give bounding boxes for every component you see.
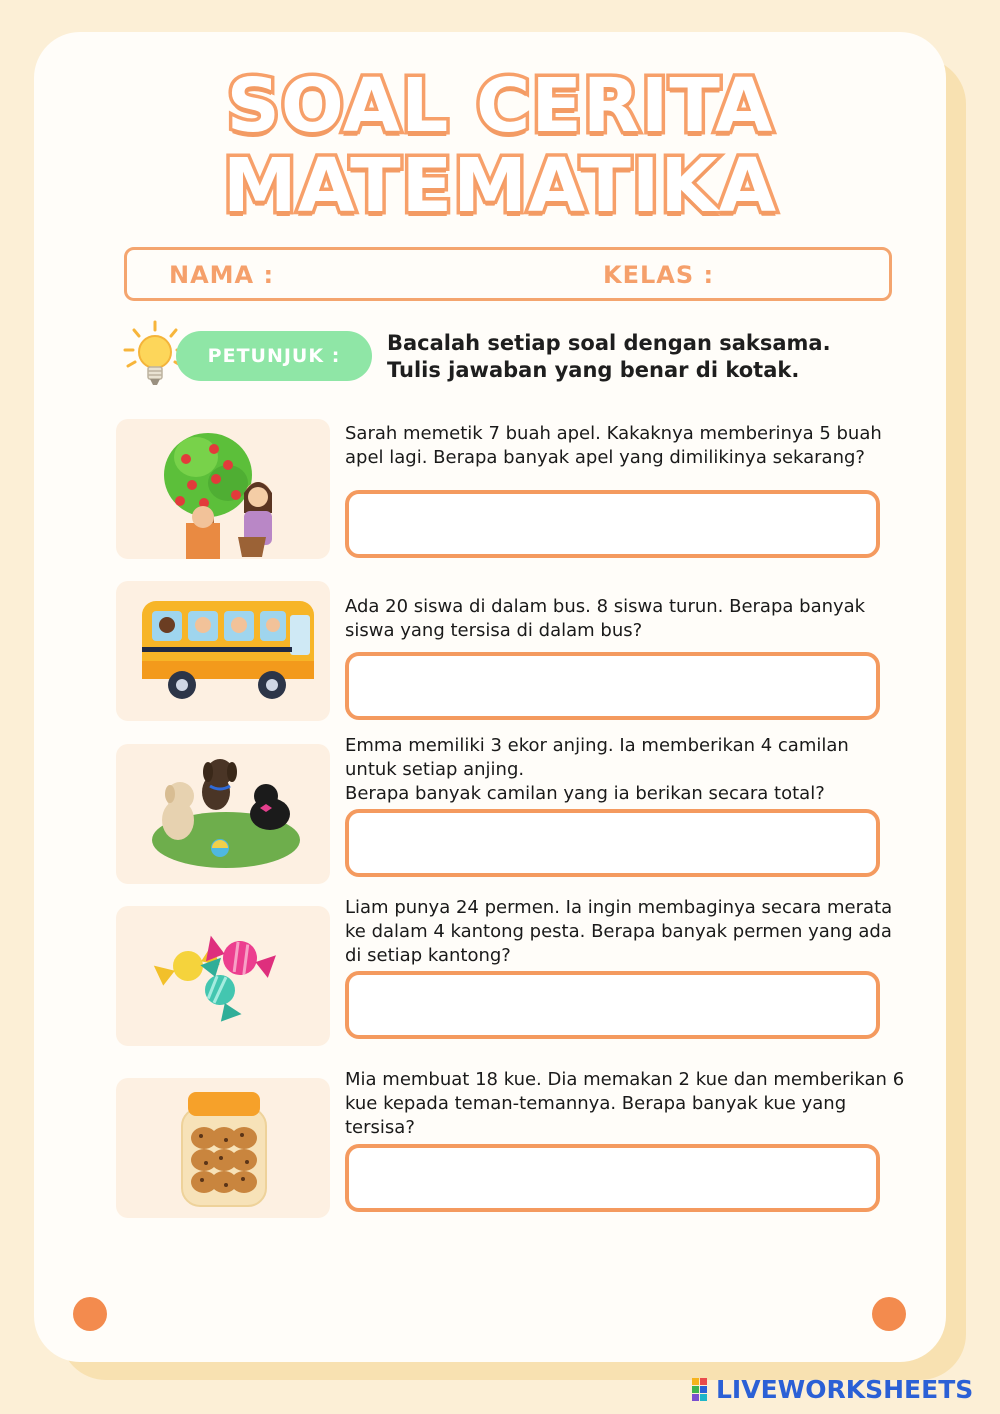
brand-name: LIVEWORKSHEETS	[716, 1375, 974, 1404]
petunjuk-label: PETUNJUK :	[207, 345, 341, 367]
question-2-text: Ada 20 siswa di dalam bus. 8 siswa turun. Berapa banyak siswa yang tersisa di dalam bus?	[345, 596, 866, 641]
dogs-icon	[116, 744, 330, 884]
liveworksheets-logo-icon	[692, 1378, 716, 1402]
question-3-text: Emma memiliki 3 ekor anjing. Ia memberikan 4 camilan untuk setiap anjing. Berapa banyak camilan yang ia berikan secara total?	[345, 735, 849, 804]
question-3-picture	[116, 744, 330, 884]
school-bus-icon	[116, 581, 330, 721]
question-3-answer-box[interactable]	[345, 809, 880, 877]
question-5-answer-box[interactable]	[345, 1144, 880, 1212]
petunjuk-badge	[176, 331, 372, 381]
question-4-picture	[116, 906, 330, 1046]
question-5-picture	[116, 1078, 330, 1218]
name-class-box[interactable]	[124, 247, 892, 301]
question-2-picture	[116, 581, 330, 721]
decor-dot-left	[73, 1297, 107, 1331]
question-1-text: Sarah memetik 7 buah apel. Kakaknya memberinya 5 buah apel lagi. Berapa banyak apel yang dimilikinya sekarang?	[345, 423, 882, 468]
kelas-label: KELAS :	[603, 261, 715, 289]
question-1-answer-box[interactable]	[345, 490, 880, 558]
nama-label: NAMA :	[169, 261, 275, 289]
question-5-text: Mia membuat 18 kue. Dia memakan 2 kue dan memberikan 6 kue kepada teman-temannya. Berapa banyak kue yang tersisa?	[345, 1069, 905, 1138]
brand-footer[interactable]	[692, 1374, 992, 1406]
candy-icon	[116, 906, 330, 1046]
question-1-picture	[116, 419, 330, 559]
decor-dot-right	[872, 1297, 906, 1331]
question-4-text: Liam punya 24 permen. Ia ingin membaginya secara merata ke dalam 4 kantong pesta. Berapa banyak permen yang ada di setiap kantong?	[345, 897, 893, 966]
question-2-answer-box[interactable]	[345, 652, 880, 720]
question-4-answer-box[interactable]	[345, 971, 880, 1039]
title-line-1: SOAL CERITA	[226, 63, 774, 149]
instruction-text: Bacalah setiap soal dengan saksama. Tulis jawaban yang benar di kotak.	[387, 331, 831, 382]
apple-tree-icon	[116, 419, 330, 559]
title-line-2: MATEMATIKA	[223, 143, 777, 229]
cookie-jar-icon	[116, 1078, 330, 1218]
